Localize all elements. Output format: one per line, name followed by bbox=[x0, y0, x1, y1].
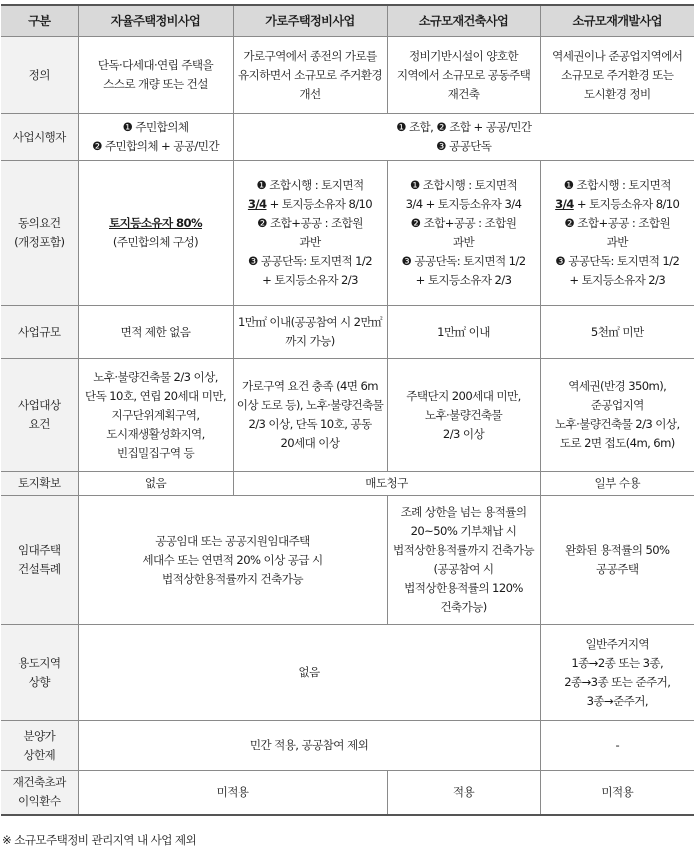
consent-line: ❸ 공공단독: 토지면적 1/2 bbox=[401, 254, 526, 268]
rental-line: 세대수 또는 연면적 20% 이상 공급 시 bbox=[142, 552, 323, 567]
consent-line: ❸ 공공단독: 토지면적 1/2 bbox=[555, 254, 680, 268]
target-line: 역세권(반경 350m), bbox=[568, 379, 667, 393]
row-excess bbox=[1, 771, 694, 815]
target-line: 2/3 이상 bbox=[442, 426, 485, 441]
label-zoning-line: 상향 bbox=[28, 674, 50, 689]
label-zoning bbox=[1, 625, 78, 721]
header-autonomous: 자율주택정비사업 bbox=[78, 5, 233, 37]
header-category: 구분 bbox=[1, 5, 78, 37]
definition-small-redevelopment: 역세권이나 준공업지역에서 소규모로 주거환경 또는 도시환경 정비 bbox=[540, 37, 694, 114]
row-zoning bbox=[1, 625, 694, 721]
consent-autonomous-note: (주민합의체 구성) bbox=[112, 235, 199, 249]
label-rental-line: 임대주택 bbox=[18, 543, 61, 557]
consent-line: ❷ 조합+공공 : 조합원 bbox=[564, 216, 671, 230]
consent-small-redevelopment bbox=[540, 161, 694, 306]
row-definition bbox=[1, 37, 694, 114]
zoning-line: 일반주거지역 bbox=[585, 636, 650, 651]
label-presale-line: 분양가 bbox=[23, 728, 56, 743]
target-line: 노후·불량건축물 2/3 이상, bbox=[554, 417, 680, 431]
header-small-reconstruction: 소규모재건축사업 bbox=[387, 5, 540, 37]
row-consent bbox=[1, 161, 694, 306]
definition-street: 가로구역에서 종전의 가로를 유지하면서 소규모로 주거환경 개선 bbox=[233, 37, 387, 114]
label-target bbox=[1, 359, 78, 472]
label-land: 토지확보 bbox=[1, 472, 78, 496]
consent-small-reconstruction bbox=[387, 161, 540, 306]
operator-autonomous-line: ❷ 주민합의체 + 공공/민간 bbox=[92, 139, 219, 153]
consent-line: ❶ 조합시행 : 토지면적 bbox=[256, 178, 364, 192]
operator-autonomous bbox=[78, 114, 233, 161]
consent-line: + 토지등소유자 2/3 bbox=[415, 273, 512, 287]
target-small-redevelopment bbox=[540, 359, 694, 472]
presale-small-redevelopment: - bbox=[540, 721, 694, 771]
excess-autonomous-street: 미적용 bbox=[78, 771, 387, 815]
consent-line: 과반 bbox=[299, 235, 321, 249]
target-autonomous: 노후·불량건축물 2/3 이상, 단독 10호, 연립 20세대 미만, 지구단위계획구역, 도시재생활성화지역, 빈집밀집구역 등 bbox=[78, 359, 233, 472]
label-presale bbox=[1, 721, 78, 771]
row-operator bbox=[1, 114, 694, 161]
consent-line: ❷ 조합+공공 : 조합원 bbox=[257, 216, 363, 230]
definition-autonomous: 단독·다세대·연립 주택을 스스로 개량 또는 건설 bbox=[78, 37, 233, 114]
rental-small-redevelopment bbox=[540, 496, 694, 625]
excess-small-redevelopment: 미적용 bbox=[540, 771, 694, 815]
scale-small-redevelopment: 5천㎡ 미만 bbox=[540, 306, 694, 359]
rental-line: 공공주택 bbox=[596, 562, 639, 576]
label-excess-line: 이익환수 bbox=[18, 794, 61, 809]
scale-street: 1만㎡ 이내(공공참여 시 2만㎡까지 가능) bbox=[233, 306, 387, 359]
rental-line: 완화된 용적률의 50% bbox=[565, 543, 670, 557]
consent-street bbox=[233, 161, 387, 306]
consent-underlined-fraction: 3/4 bbox=[247, 197, 267, 211]
presale-first-three: 민간 적용, 공공참여 제외 bbox=[78, 721, 540, 771]
label-rental bbox=[1, 496, 78, 625]
label-consent-line: 동의요건 bbox=[18, 216, 61, 230]
land-middle: 매도청구 bbox=[233, 472, 540, 496]
operator-others-line: ❶ 조합, ❷ 조합 + 공공/민간 bbox=[396, 120, 532, 134]
label-target-line: 요건 bbox=[28, 417, 50, 431]
zoning-first-three: 없음 bbox=[78, 625, 540, 721]
target-line: 도로 2면 접도(4m, 6m) bbox=[559, 436, 675, 450]
rental-autonomous-street bbox=[78, 496, 387, 625]
label-rental-line: 건설특례 bbox=[18, 562, 61, 576]
label-operator: 사업시행자 bbox=[1, 114, 78, 161]
consent-autonomous-threshold: 토지등소유자 80% bbox=[109, 216, 202, 230]
target-line: 노후·불량건축물 bbox=[424, 407, 503, 422]
rental-line: 공공임대 또는 공공지원임대주택 bbox=[155, 533, 310, 548]
row-presale bbox=[1, 721, 694, 771]
label-consent-line: (개정포함) bbox=[14, 235, 65, 249]
consent-line-rest: + 토지등소유자 8/10 bbox=[573, 197, 680, 211]
consent-underlined-fraction: 3/4 bbox=[555, 197, 574, 211]
row-land bbox=[1, 472, 694, 496]
scale-small-reconstruction: 1만㎡ 이내 bbox=[387, 306, 540, 359]
operator-others bbox=[233, 114, 694, 161]
label-zoning-line: 용도지역 bbox=[18, 655, 61, 670]
header-small-redevelopment: 소규모재개발사업 bbox=[540, 5, 694, 37]
row-rental bbox=[1, 496, 694, 625]
label-presale-line: 상한제 bbox=[23, 747, 56, 762]
consent-autonomous bbox=[78, 161, 233, 306]
rental-small-reconstruction: 조례 상한을 넘는 용적률의 20~50% 기부채납 시 법적상한용적률까지 건축가능(공공참여 시 법적상한용적률의 120% 건축가능) bbox=[387, 496, 540, 625]
label-target-line: 사업대상 bbox=[18, 398, 61, 412]
scale-autonomous: 면적 제한 없음 bbox=[78, 306, 233, 359]
operator-autonomous-line: ❶ 주민합의체 bbox=[122, 120, 189, 134]
consent-line: ❶ 조합시행 : 토지면적 bbox=[409, 178, 518, 192]
row-target bbox=[1, 359, 694, 472]
zoning-line: 2종→3종 또는 준주거, bbox=[564, 674, 671, 689]
label-scale: 사업규모 bbox=[1, 306, 78, 359]
consent-line: ❸ 공공단독: 토지면적 1/2 bbox=[247, 254, 372, 268]
consent-line: 과반 bbox=[452, 235, 475, 249]
label-excess-line: 재건축초과 bbox=[12, 775, 66, 790]
consent-line: + 토지등소유자 2/3 bbox=[569, 273, 666, 287]
operator-others-line: ❸ 공공단독 bbox=[436, 139, 492, 153]
label-excess bbox=[1, 771, 78, 815]
zoning-small-redevelopment bbox=[540, 625, 694, 721]
land-small-redevelopment: 일부 수용 bbox=[540, 472, 694, 496]
consent-line bbox=[544, 195, 692, 214]
target-line: 주택단지 200세대 미만, bbox=[406, 388, 521, 403]
land-autonomous: 없음 bbox=[78, 472, 233, 496]
target-line: 준공업지역 bbox=[590, 398, 644, 412]
row-scale bbox=[1, 306, 694, 359]
definition-small-reconstruction: 정비기반시설이 양호한 지역에서 소규모로 공동주택 재건축 bbox=[387, 37, 540, 114]
label-consent bbox=[1, 161, 78, 306]
consent-line: 3/4 + 토지등소유자 3/4 bbox=[405, 197, 522, 211]
target-street: 가로구역 요건 충족 (4면 6m 이상 도로 등), 노후·불량건축물 2/3 이상, 단독 10호, 공동 20세대 이상 bbox=[233, 359, 387, 472]
label-definition: 정의 bbox=[1, 37, 78, 114]
target-small-reconstruction bbox=[387, 359, 540, 472]
header-street: 가로주택정비사업 bbox=[233, 5, 387, 37]
zoning-line: 1종→2종 또는 3종, bbox=[571, 655, 664, 670]
excess-small-reconstruction: 적용 bbox=[387, 771, 540, 815]
consent-line: ❶ 조합시행 : 토지면적 bbox=[563, 178, 671, 192]
comparison-table bbox=[1, 4, 694, 816]
consent-line: 과반 bbox=[606, 235, 628, 249]
rental-line: 법적상한용적률까지 건축가능 bbox=[162, 571, 303, 586]
header-row bbox=[1, 5, 694, 37]
zoning-line: 3종→준주거, bbox=[586, 693, 648, 708]
consent-line: + 토지등소유자 2/3 bbox=[262, 273, 358, 287]
consent-line bbox=[237, 195, 384, 214]
consent-line: ❷ 조합+공공 : 조합원 bbox=[410, 216, 517, 230]
consent-line-rest: + 토지등소유자 8/10 bbox=[266, 197, 373, 211]
footnote: ※ 소규모주택정비 관리지역 내 사업 제외 bbox=[2, 833, 197, 847]
